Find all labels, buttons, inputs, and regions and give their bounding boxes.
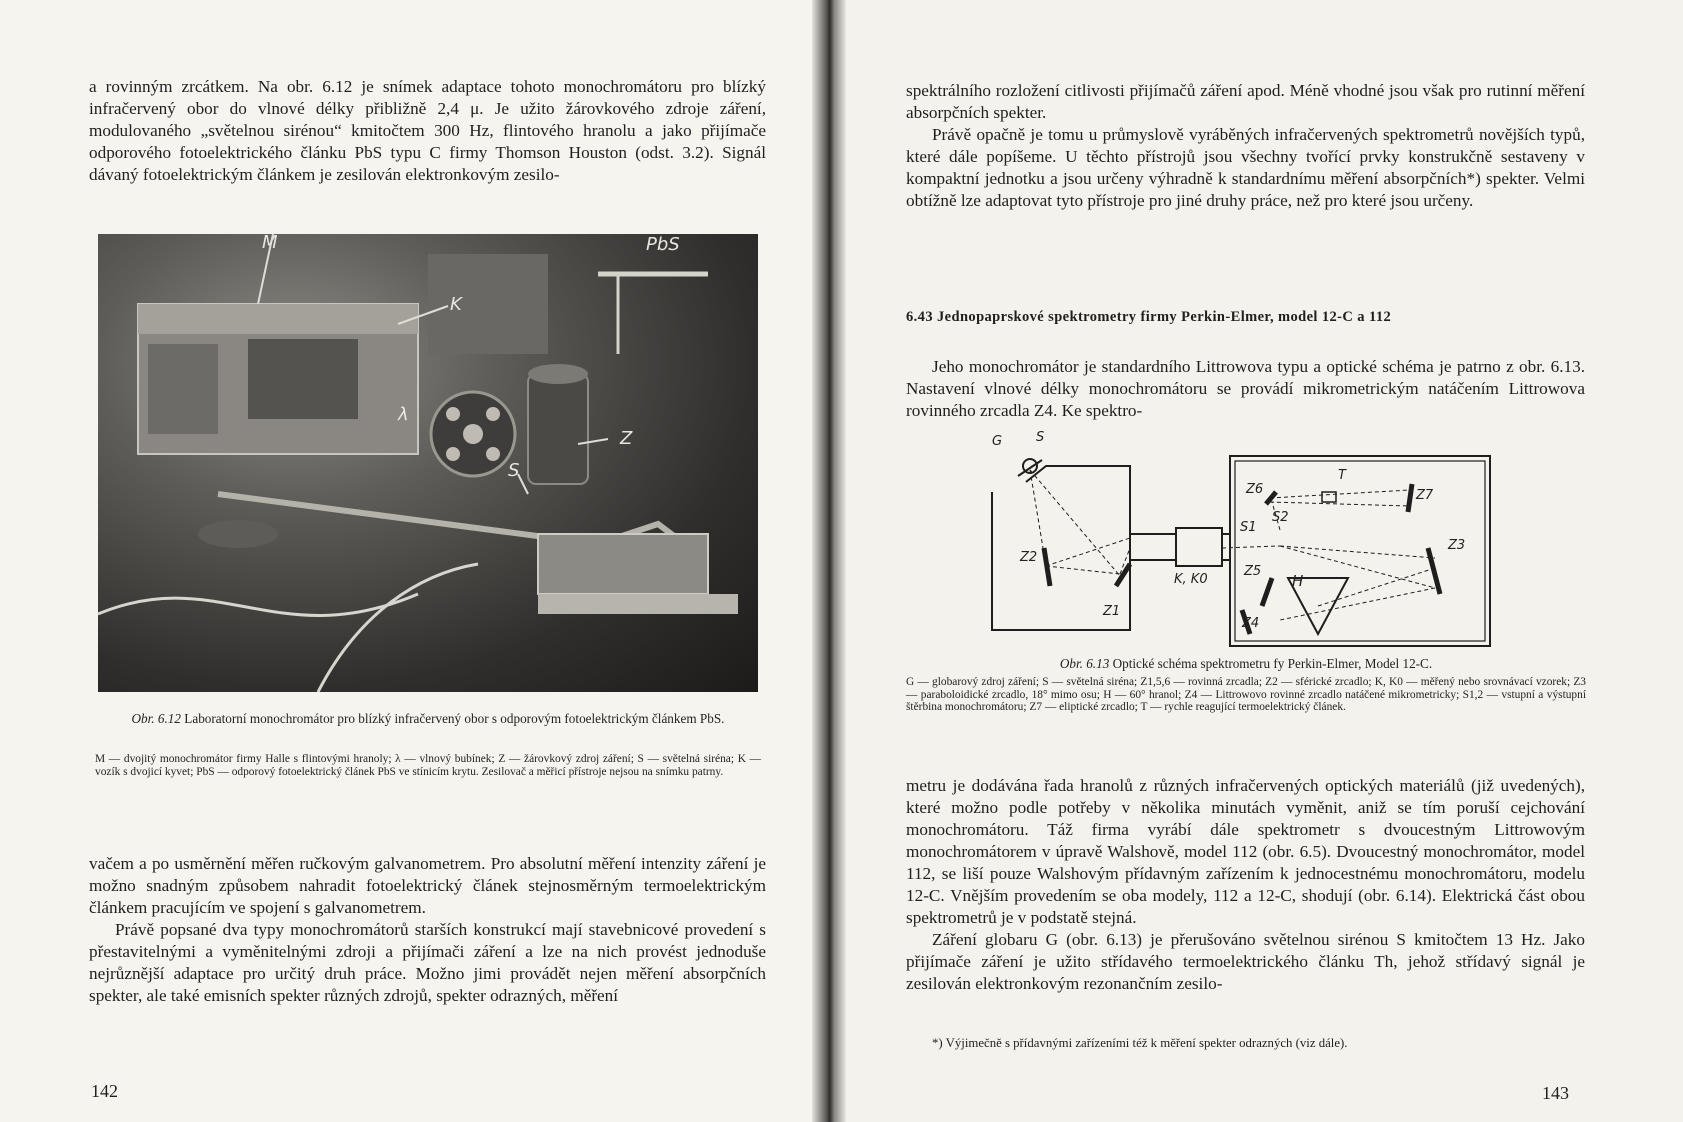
left-page [0,0,830,1122]
optical-schematic-drawing [980,438,1500,652]
page-number-142: 142 [91,1081,118,1101]
section-heading: 6.43 Jednopaprskové spektrometry firmy Perkin-Elmer, model 12-C a 112 [906,309,1392,325]
diagram-label-z3: Z3 [1448,538,1466,553]
right-top-paragraph-2: Právě opačně je tomu u průmyslově vyráběných infračervených spektrometrů novějších typů, které dále popíšeme. U těchto přístrojů jsou všechny tvořící prvky konstrukčně sestaveny v kompaktní jednotku a jsou určeny výhradně k standardnímu měření absorpčních*) spekter. Velmi obtížně lze adaptovat tyto přístroje pro jiné druhy práce, než pro které jsou určeny. [906,125,1585,210]
diagram-label-s1: S1 [1240,520,1257,535]
diagram-label-s2: S2 [1272,510,1289,525]
left-top-text: a rovinným zrcátkem. Na obr. 6.12 je snímek adaptace tohoto monochromátoru pro blízký infračervený obor do vlnové délky přibližně 2,4 μ. Je užito žárovkového zdroje záření, modulovaného „světelnou sirénou“ kmitočtem 300 Hz, flintového hranolu a jako přijímače odporového fotoelektrického článku PbS typu C firmy Thomson Houston (odst. 3.2). Signál dávaný fotoelektrickým článkem je zesilován elektronkovým zesilo- [89,77,766,184]
right-top-text [906,80,1585,212]
figure-6-13-legend: G — globarový zdroj záření; S — světelná siréna; Z1,5,6 — rovinná zrcadla; Z2 — sférické zrcadlo; K, K0 — měřený nebo srovnávací vzorek; Z3 — paraboloidické zrcadlo, 18° mimo osu; H — 60° hranol; Z4 — Littrowovo rovinné zrcadlo natáčené mikrometricky; S1,2 — vstupní a výstupní štěrbina monochromátoru; Z7 — eliptické zrcadlo; T — rychle reagující termoelektrický článek. [906,676,1586,714]
photo-label-m: M [262,234,278,253]
right-bottom-paragraph-1: metru je dodávána řada hranolů z různých infračervených optických materiálů (již uvedených), které možno podle potřeby v několika minutách vyměnit, aniž se tím poruší cejchování monochromátoru. Táž firma vyrábí dále spektrometr s dvoucestným Littrowovým monochromátorem v úpravě Walshově, model 112 (obr. 6.5). Dvoucestný monochromátor, model 112, se liší pouze Walshovým přídavným zařízením k jednocestnému monochromátoru, modelu 12-C. Vnějším provedením se oba modely, 112 a 12-C, shodují (obr. 6.14). Elektrická část obou spektrometrů je v podstatě stejná. [906,776,1585,927]
diagram-label-z2: Z2 [1020,550,1038,565]
photo-label-s: S [508,460,520,481]
diagram-label-t: T [1338,468,1346,483]
optical-schematic-diagram [980,430,1500,652]
diagram-label-z5: Z5 [1244,564,1262,579]
figure-6-13-caption-text: Optické schéma spektrometru fy Perkin-Elmer, Model 12-C. [1112,656,1433,671]
diagram-label-s: S [1036,430,1045,445]
diagram-label-g: G [992,434,1003,449]
figure-6-12-legend: M — dvojitý monochromátor firmy Halle s flintovými hranoly; λ — vlnový bubínek; Z — žárovkový zdroj záření; S — světelná siréna; K — vozík s dvojicí kyvet; PbS — odporový fotoelektrický článek PbS ve stínicím krytu. Zesilovač a měřicí přístroje nejsou na snímku patrny. [95,753,761,778]
figure-6-13-caption [906,655,1586,672]
section-paragraph: Jeho monochromátor je standardního Littrowova typu a optické schéma je patrno z obr. 6.13. Nastavení vlnové délky monochromátoru se provádí mikrometrickým natáčením Littrowova rovinného zrcadla Z4. Ke spektro- [906,357,1585,420]
diagram-label-z1: Z1 [1103,604,1121,619]
left-top-paragraph [89,76,766,186]
figure-6-12-caption-text: Laboratorní monochromátor pro blízký infračervený obor s odporovým fotoelektrickým článkem PbS. [184,711,725,726]
book-gutter [812,0,846,1122]
footnote: *) Výjimečně s přídavnými zařízeními též k měření spekter odrazných (viz dále). [932,1036,1348,1050]
right-bottom-text [906,775,1585,995]
photo-label-pbs: PbS [646,234,680,255]
laboratory-monochromator-photo [98,234,758,692]
right-top-paragraph-1: spektrálního rozložení citlivosti přijímačů záření apod. Méně vhodné jsou však pro rutinní měření absorpčních spekter. [906,81,1585,122]
left-bottom-paragraph-2: Právě popsané dva typy monochromátorů starších konstrukcí mají stavebnicové provedení s přestavitelnými a vyměnitelnými zdroji a přijímači záření a lze na nich provést jednoduše nejrůznější adaptace pro určitý druh práce. Možno jimi provádět nejen měření absorpčních spekter, ale také emisních spekter různých zdrojů, spekter odrazných, měření [89,920,766,1005]
right-bottom-paragraph-2: Záření globaru G (obr. 6.13) je přerušováno světelnou sirénou S kmitočtem 13 Hz. Jako přijímače záření je užito střídavého termoelektrického článku Th, jehož střídavý signál je zesilován elektronkovým rezonančním zesilo- [906,930,1585,993]
figure-6-12-ref: Obr. 6.12 [131,711,181,726]
figure-6-12-caption [95,710,761,727]
diagram-label-z4: Z4 [1242,616,1260,631]
left-bottom-text [89,853,766,1007]
photo-label-lambda: λ [398,404,409,425]
left-bottom-paragraph-1: vačem a po usměrnění měřen ručkovým galvanometrem. Pro absolutní měření intenzity záření je možno snadným způsobem nahradit fotoelektrický článek stejnosměrným termoelektrickým článkem pracujícím ve spojení s galvanometrem. [89,854,766,917]
section-paragraph-block [906,356,1585,422]
page-number-143: 143 [1542,1083,1569,1103]
diagram-label-k-k0: K, K0 [1174,572,1208,587]
diagram-label-h: H [1292,572,1304,590]
diagram-label-z6: Z6 [1246,482,1264,497]
photo-drawing [98,234,758,692]
photo-label-k: K [450,294,462,315]
photo-label-z: Z [620,428,633,449]
diagram-label-z7: Z7 [1416,488,1434,503]
figure-6-13-ref: Obr. 6.13 [1059,656,1110,671]
